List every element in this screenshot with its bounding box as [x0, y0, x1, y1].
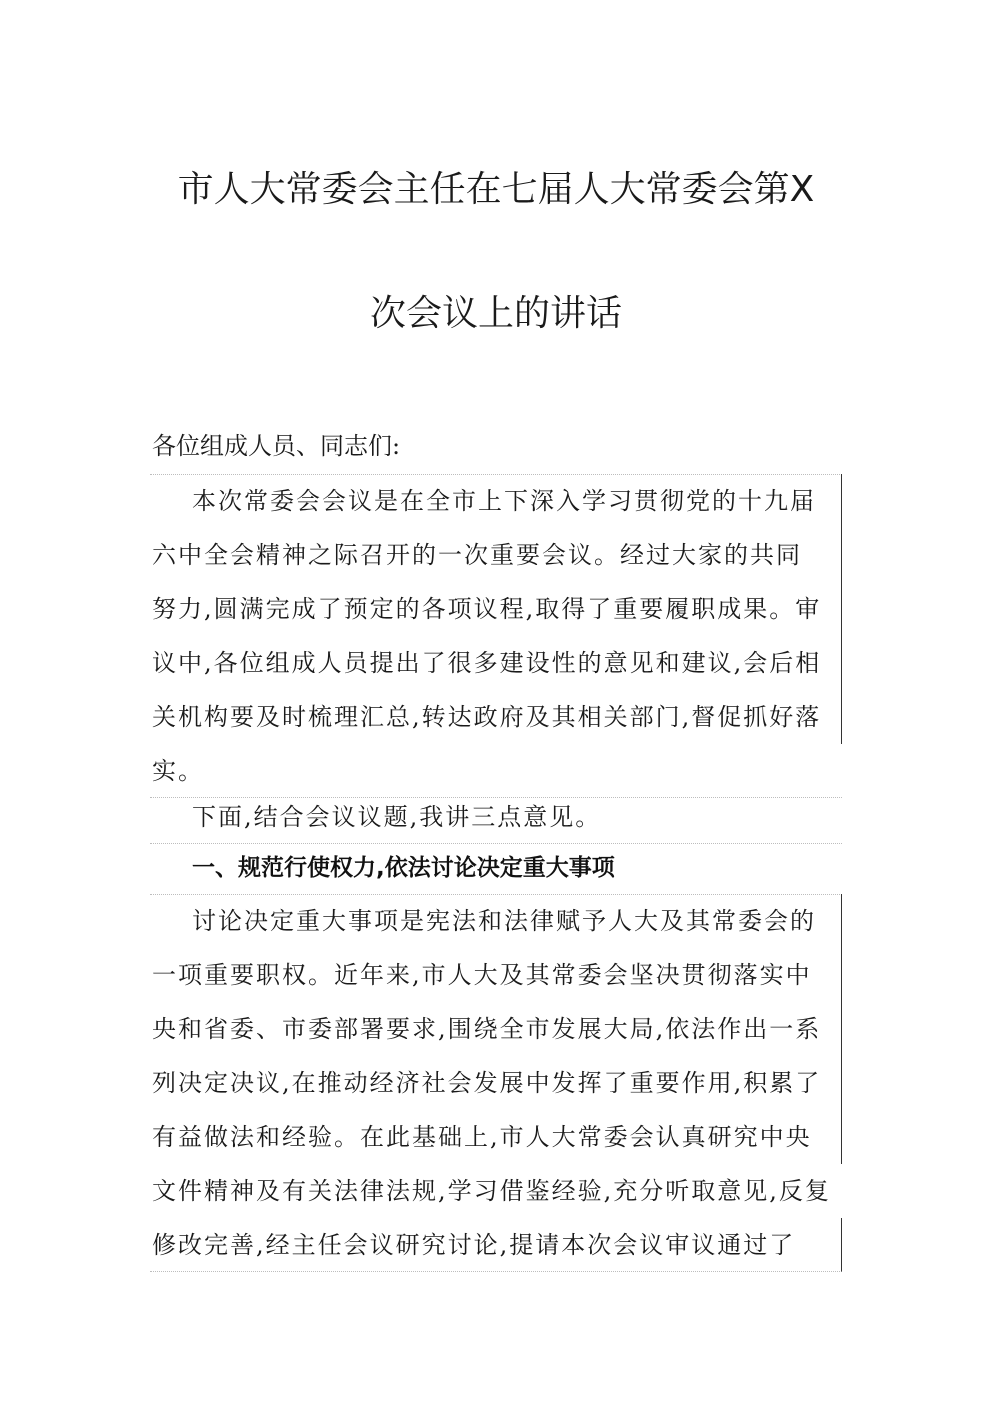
paragraph-line: 关机构要及时梳理汇总,转达政府及其相关部门,督促抓好落 — [150, 690, 842, 744]
paragraph-opening — [150, 474, 842, 798]
paragraph-line: 央和省委、市委部署要求,围绕全市发展大局,依法作出一系 — [150, 1002, 842, 1056]
paragraph-line: 本次常委会会议是在全市上下深入学习贯彻党的十九届 — [150, 474, 842, 528]
paragraph-section-1 — [150, 894, 842, 1272]
document-title-line-2: 次会议上的讲话 — [369, 293, 622, 334]
paragraph-line: 努力,圆满完成了预定的各项议程,取得了重要履职成果。审 — [150, 582, 842, 636]
paragraph-line: 议中,各位组成人员提出了很多建设性的意见和建议,会后相 — [150, 636, 842, 690]
paragraph-line: 有益做法和经验。在此基础上,市人大常委会认真研究中央 — [150, 1110, 842, 1164]
paragraph-line: 讨论决定重大事项是宪法和法律赋予人大及其常委会的 — [150, 894, 842, 948]
paragraph-line: 一项重要职权。近年来,市人大及其常委会坚决贯彻落实中 — [150, 948, 842, 1002]
section-heading-1: 一、规范行使权力,依法讨论决定重大事项 — [192, 855, 615, 881]
paragraph-line: 修改完善,经主任会议研究讨论,提请本次会议审议通过了 — [150, 1218, 842, 1272]
paragraph-line: 下面,结合会议议题,我讲三点意见。 — [150, 790, 842, 844]
paragraph-transition — [150, 790, 842, 844]
paragraph-line: 六中全会精神之际召开的一次重要会议。经过大家的共同 — [150, 528, 842, 582]
salutation: 各位组成人员、同志们: — [152, 432, 401, 460]
document-title-line-1: 市人大常委会主任在七届人大常委会第X — [177, 169, 815, 210]
paragraph-line: 实。 — [150, 744, 842, 798]
paragraph-line: 文件精神及有关法律法规,学习借鉴经验,充分听取意见,反复 — [152, 1177, 831, 1205]
paragraph-line: 列决定决议,在推动经济社会发展中发挥了重要作用,积累了 — [150, 1056, 842, 1110]
